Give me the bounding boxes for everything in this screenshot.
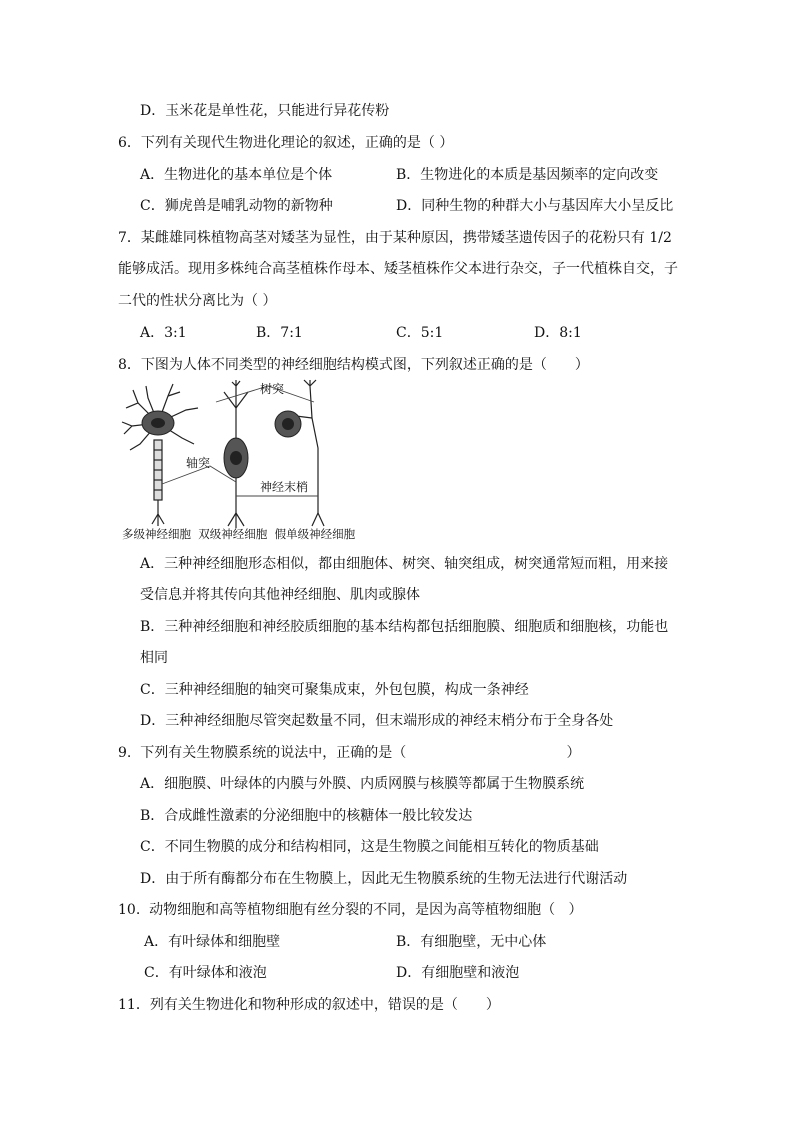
q8-option-c: C．三种神经细胞的轴突可聚集成束，外包包膜，构成一条神经 [140,682,529,698]
q9-option-b: B．合成雌性激素的分泌细胞中的核糖体一般比较发达 [140,808,473,824]
q8-option-b-line1: B．三种神经细胞和神经胶质细胞的基本结构都包括细胞膜、细胞质和细胞核，功能也 [140,619,669,635]
q8-option-b-line2: 相同 [140,650,168,666]
q7-stem-line1: 7．某雌雄同株植物高茎对矮茎为显性，由于某种原因，携带矮茎遗传因子的花粉只有 1/2 [118,230,672,246]
q6-option-b: B．生物进化的本质是基因频率的定向改变 [396,167,659,183]
q7-option-a: A．3:1 [140,325,187,341]
neuron-diagram [118,378,388,538]
q8-stem: 8．下图为人体不同类型的神经细胞结构模式图，下列叙述正确的是（ ） [118,357,589,373]
figure-label-nerve-ending: 神经末梢 [260,480,309,494]
q11-stem: 11．列有关生物进化和物种形成的叙述中，错误的是（ ） [118,997,500,1013]
q6-option-a: A．生物进化的基本单位是个体 [140,167,333,183]
q7-option-c: C．5:1 [396,325,444,341]
q10-option-d: D．有细胞壁和液泡 [396,965,520,981]
q10-option-b: B．有细胞壁，无中心体 [396,934,547,950]
q9-option-d: D．由于所有酶都分布在生物膜上，因此无生物膜系统的生物无法进行代谢活动 [140,871,628,887]
figure-label-dendrite: 树突 [260,382,285,396]
q10-stem: 10. 动物细胞和高等植物细胞有丝分裂的不同，是因为高等植物细胞（ ） [118,902,583,918]
q9-stem: 9. 下列有关生物膜系统的说法中，正确的是（ ） [118,745,581,761]
figure-label-axon: 轴突 [186,456,211,470]
q7-stem-line2: 能够成活。现用多株纯合高茎植株作母本、矮茎植株作父本进行杂交，子一代植株自交，子 [118,261,678,277]
q5-option-d: D．玉米花是单性花，只能进行异花传粉 [140,103,390,119]
q6-stem: 6．下列有关现代生物进化理论的叙述，正确的是（ ） [118,135,454,151]
q8-option-d: D．三种神经细胞尽管突起数量不同，但末端形成的神经末梢分布于全身各处 [140,713,614,729]
q6-option-c: C．狮虎兽是哺乳动物的新物种 [140,198,333,214]
q10-option-a: A．有叶绿体和细胞壁 [144,934,281,950]
neuron-figure [118,378,388,550]
figure-caption: 多级神经细胞 双级神经细胞 假单级神经细胞 [122,527,356,541]
q7-option-d: D．8:1 [534,325,582,341]
q9-option-c: C．不同生物膜的成分和结构相同，这是生物膜之间能相互转化的物质基础 [140,839,599,855]
q8-option-a-line2: 受信息并将其传向其他神经细胞、肌肉或腺体 [140,587,420,603]
q10-option-c: C．有叶绿体和液泡 [144,965,267,981]
q7-option-b: B．7:1 [256,325,303,341]
q6-option-d: D．同种生物的种群大小与基因库大小呈反比 [396,198,674,214]
q7-stem-line3: 二代的性状分离比为（ ） [118,293,277,309]
q9-option-a: A．细胞膜、叶绿体的内膜与外膜、内质网膜与核膜等都属于生物膜系统 [140,776,585,792]
q8-option-a-line1: A．三种神经细胞形态相似，都由细胞体、树突、轴突组成，树突通常短而粗，用来接 [140,556,669,572]
